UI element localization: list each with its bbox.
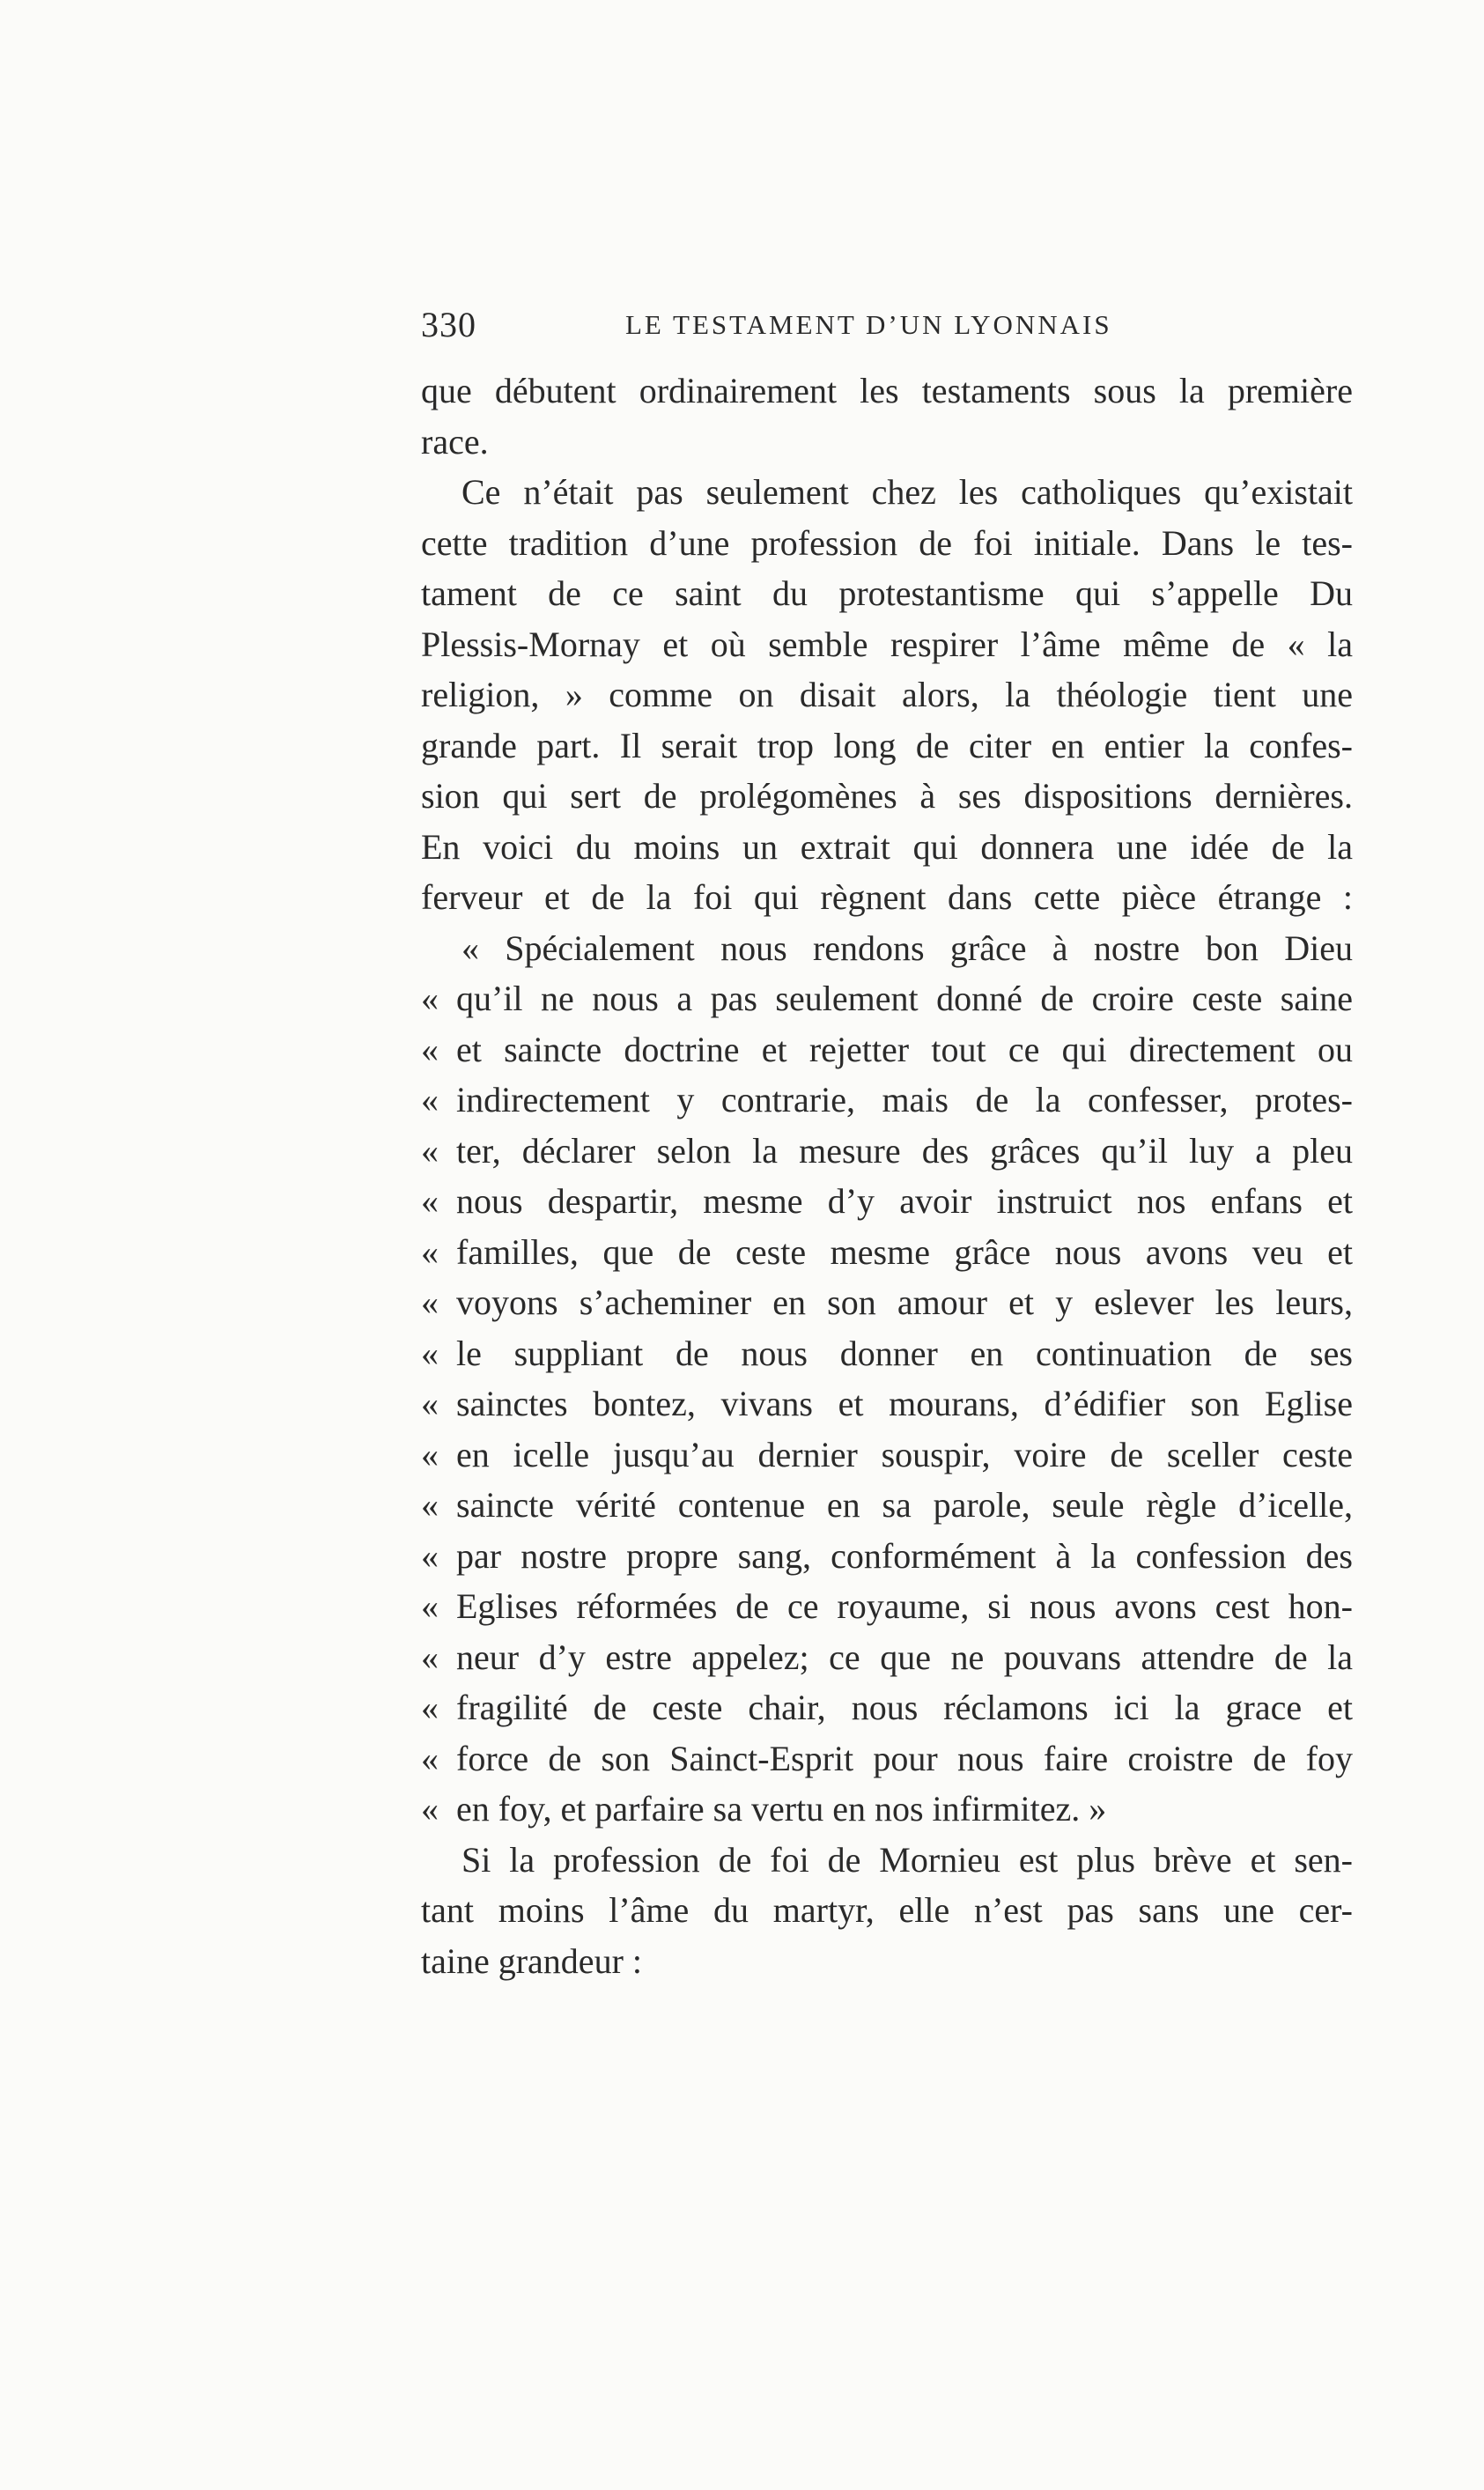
quote-line: « force de son Sainct-Esprit pour nous faire croistre de foy xyxy=(421,1733,1353,1784)
guillemet-mark: « xyxy=(421,1333,439,1373)
guillemet-mark: « xyxy=(421,1535,439,1576)
quote-line: « neur d’y estre appelez; ce que ne pouvans attendre de la xyxy=(421,1632,1353,1683)
quote-line: « qu’il ne nous a pas seulement donné de croire ceste saine xyxy=(421,973,1353,1024)
quote-line: « sainctes bontez, vivans et mourans, d’édifier son Eglise xyxy=(421,1378,1353,1430)
guillemet-mark: « xyxy=(421,1384,439,1423)
guillemet-mark: « xyxy=(421,1080,439,1119)
text-line: Plessis-Mornay et où semble respirer l’âme même de « la xyxy=(421,624,1353,664)
guillemet-mark: « xyxy=(421,1688,439,1727)
text-line: que débutent ordinairement les testaments sous la première xyxy=(421,371,1353,410)
text-line: cette tradition d’une profession de foi initiale. Dans le tes- xyxy=(421,522,1353,563)
quote-line: « saincte vérité contenue en sa parole, seule règle d’icelle, xyxy=(421,1480,1353,1531)
text-line: En voici du moins un extrait qui donnera une idée de la xyxy=(421,826,1353,867)
quote-line: « en icelle jusqu’au dernier souspir, voire de sceller ceste xyxy=(421,1430,1353,1481)
guillemet-mark: « xyxy=(421,1586,439,1626)
text-line: grande part. Il serait trop long de citer en entier la confes- xyxy=(421,725,1353,765)
guillemet-mark: « xyxy=(421,1231,439,1272)
text-line: sion qui sert de prolégomènes à ses dispositions dernières. xyxy=(421,776,1353,816)
guillemet-mark: « xyxy=(421,1738,439,1778)
text-line: tament de ce saint du protestantisme qui s’appelle Du xyxy=(421,573,1353,613)
running-title: LE TESTAMENT D’UN LYONNAIS xyxy=(625,309,1112,340)
text-line: taine grandeur : xyxy=(421,1940,642,1981)
quote-line: « le suppliant de nous donner en continuation de ses xyxy=(421,1328,1353,1379)
page-number: 330 xyxy=(421,305,476,344)
quote-line: « et saincte doctrine et rejetter tout ce qui directement ou xyxy=(421,1024,1353,1075)
quote-line: « voyons s’acheminer en son amour et y eslever les leurs, xyxy=(421,1277,1353,1328)
text-line: race. xyxy=(421,421,489,462)
quote-line: « fragilité de ceste chair, nous réclamons ici la grace et xyxy=(421,1682,1353,1733)
guillemet-mark: « xyxy=(421,1485,439,1525)
text-line: Si la profession de foi de Mornieu est plus brève et sen- xyxy=(461,1839,1353,1880)
text-line: religion, » comme on disait alors, la théologie tient une xyxy=(421,675,1353,714)
guillemet-mark: « xyxy=(421,1434,439,1474)
quote-line: « en foy, et parfaire sa vertu en nos infirmitez. » xyxy=(421,1784,1353,1835)
quote-line: « Eglises réformées de ce royaume, si nous avons cest hon- xyxy=(421,1581,1353,1632)
guillemet-mark: « xyxy=(421,979,439,1018)
guillemet-mark: « xyxy=(421,1789,439,1829)
running-header xyxy=(421,304,1355,357)
quote-line: « par nostre propre sang, conformément à la confession des xyxy=(421,1531,1353,1582)
quote-line: « nous despartir, mesme d’y avoir instruict nos enfans et xyxy=(421,1176,1353,1227)
text-line: ferveur et de la foi qui règnent dans cette pièce étrange : xyxy=(421,877,1353,917)
guillemet-mark: « xyxy=(421,1181,439,1221)
quote-line: « Spécialement nous rendons grâce à nostre bon Dieu xyxy=(461,927,1353,968)
guillemet-mark: « xyxy=(421,1130,439,1171)
quote-line: « ter, déclarer selon la mesure des grâces qu’il luy a pleu xyxy=(421,1126,1353,1177)
quote-line: « indirectement y contrarie, mais de la confesser, protes- xyxy=(421,1075,1353,1126)
guillemet-mark: « xyxy=(421,1282,439,1322)
text-line: tant moins l’âme du martyr, elle n’est pas sans une cer- xyxy=(421,1890,1353,1930)
body-text xyxy=(421,366,1353,1986)
guillemet-mark: « xyxy=(421,1029,439,1069)
guillemet-mark: « xyxy=(421,1637,439,1677)
quote-line: « familles, que de ceste mesme grâce nous avons veu et xyxy=(421,1227,1353,1278)
text-line: Ce n’était pas seulement chez les catholiques qu’existait xyxy=(461,472,1353,512)
